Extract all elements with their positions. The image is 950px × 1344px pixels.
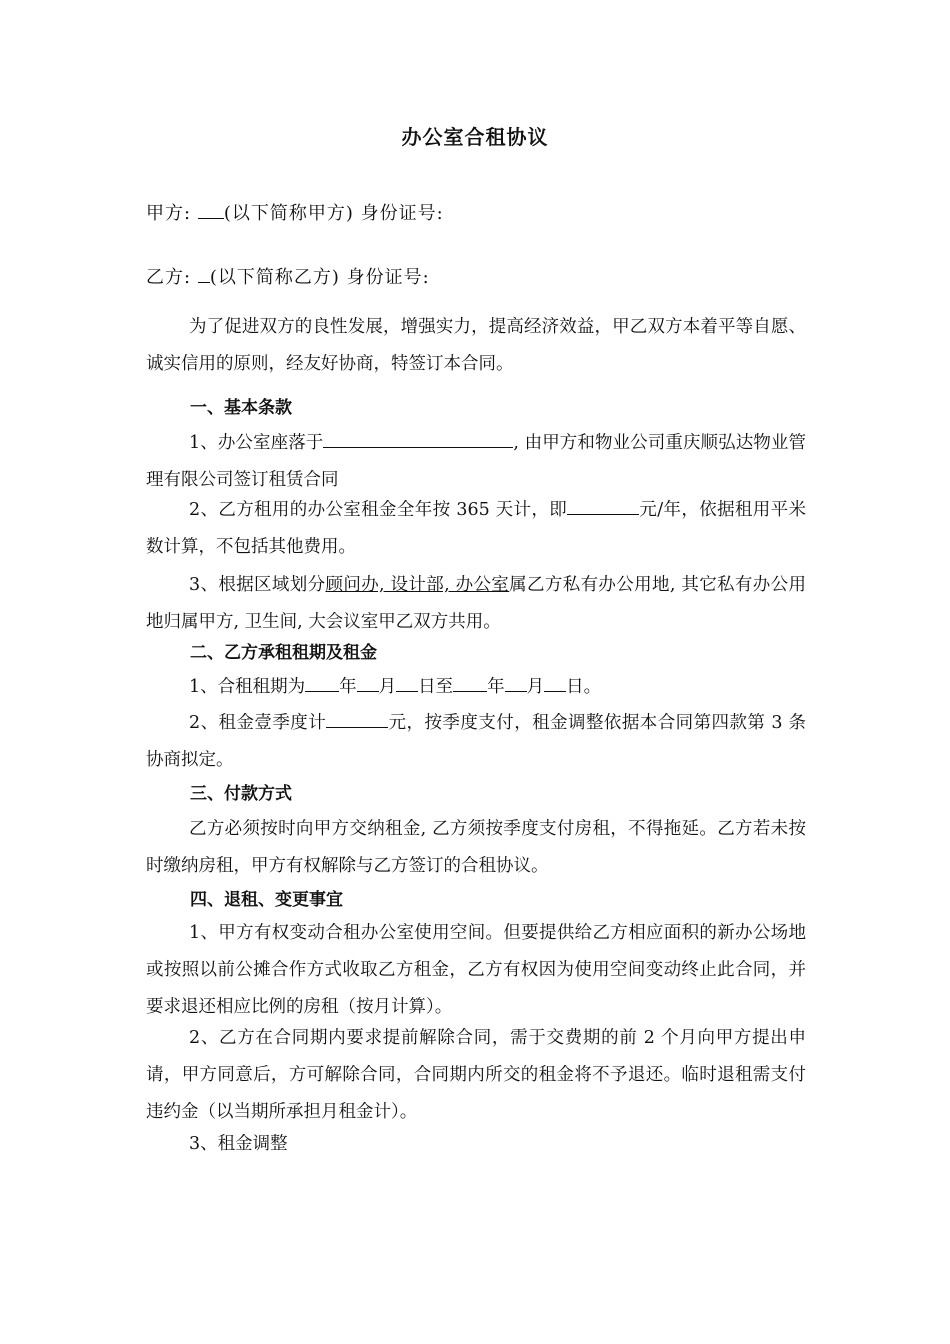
section-3-heading — [146, 776, 806, 813]
party-b-blank — [198, 265, 210, 283]
party-b-label: 乙方: — [146, 267, 192, 288]
end-day-unit: 日 — [566, 677, 584, 697]
section-4-heading-text: 四、退租、变更事宜 — [190, 890, 343, 910]
section-1-clause-3 — [146, 567, 806, 641]
clause-1-3-post: 属乙方私有办公用地, 其它私有办公用地归属甲方, 卫生间, 大会议室甲乙双方共用。 — [146, 575, 806, 632]
section-4-clause-2: 2、乙方在合同期内要求提前解除合同，需于交费期的前 2 个月向甲方提出申请，甲方同意后，方可解除合同，合同期内所交的租金将不予退还。临时退租需支付违约金（以当期所承担月租金计）。 — [146, 1028, 806, 1122]
section-3-heading-text: 三、付款方式 — [190, 784, 292, 804]
end-year-blank — [453, 674, 487, 692]
clause-1-1-post: , 由甲方和物业公司重庆顺弘达物业管理有限公司签订租赁合同 — [146, 433, 807, 490]
section-2-clause-2 — [146, 705, 806, 779]
party-a-note: (以下简称甲方) 身份证号: — [223, 203, 444, 224]
clause-1-2-pre: 2、乙方租用的办公室租金全年按 365 天计，即 — [189, 500, 568, 520]
party-b-line — [146, 265, 430, 287]
location-blank — [323, 430, 513, 448]
annual-rent-blank — [567, 497, 639, 515]
start-month-unit: 月 — [378, 677, 397, 697]
start-day-blank — [396, 674, 418, 692]
section-4-clause-1: 1、甲方有权变动合租办公室使用空间。但要提供给乙方相应面积的新办公场地或按照以前公摊合作方式收取乙方租金，乙方有权因为使用空间变动终止此合同，并要求退还相应比例的房租（按月计算）。 — [146, 923, 806, 1017]
end-month-unit: 月 — [526, 677, 545, 697]
clause-2-2-post: 元，按季度支付，租金调整依据本合同第四款第 3 条协商拟定。 — [146, 713, 807, 770]
clause-1-2-post: 元/年，依据租用平米数计算，不包括其他费用。 — [146, 500, 806, 557]
term-label: 1、合租租期为 — [189, 677, 306, 697]
clause-1-1-pre: 1、办公室座落于 — [189, 433, 324, 453]
section-1-clause-2 — [146, 492, 806, 566]
document-title: 办公室合租协议 — [401, 125, 549, 149]
section-1-heading-text: 一、基本条款 — [190, 398, 292, 418]
start-year-blank — [305, 674, 339, 692]
party-a-line — [146, 201, 444, 223]
party-a-blank — [198, 201, 224, 219]
section-2-clause-1 — [146, 669, 806, 706]
end-day-blank — [544, 674, 566, 692]
start-day-unit: 日 — [418, 677, 436, 697]
section-2-heading-text: 二、乙方承租租期及租金 — [190, 643, 377, 663]
start-year-unit: 年 — [339, 677, 357, 697]
section-4-clause-3: 3、租金调整 — [189, 1134, 288, 1154]
section-2-heading — [146, 635, 806, 672]
party-b-note: (以下简称乙方) 身份证号: — [209, 267, 430, 288]
quarter-rent-blank — [326, 710, 388, 728]
clause-1-3-underlined: 顾问办, 设计部, 办公室 — [325, 575, 510, 595]
term-end: 。 — [583, 677, 602, 697]
section-1-clause-1 — [146, 425, 806, 499]
party-a-label: 甲方: — [146, 203, 192, 224]
to-word: 至 — [435, 677, 454, 697]
section-3-text: 乙方必须按时向甲方交纳租金, 乙方须按季度支付房租，不得拖延。乙方若未按时缴纳房租，甲方有权解除与乙方签订的合租协议。 — [146, 819, 806, 876]
start-month-blank — [357, 674, 379, 692]
clause-1-3-pre: 3、根据区域划分 — [189, 575, 326, 595]
end-month-blank — [505, 674, 527, 692]
end-year-unit: 年 — [487, 677, 505, 697]
intro-paragraph: 为了促进双方的良性发展，增强实力，提高经济效益，甲乙双方本着平等自愿、诚实信用的原则，经友好协商，特签订本合同。 — [146, 317, 806, 374]
section-4-heading — [146, 882, 806, 919]
section-1-heading — [146, 390, 806, 427]
clause-2-2-pre: 2、租金壹季度计 — [189, 713, 327, 733]
